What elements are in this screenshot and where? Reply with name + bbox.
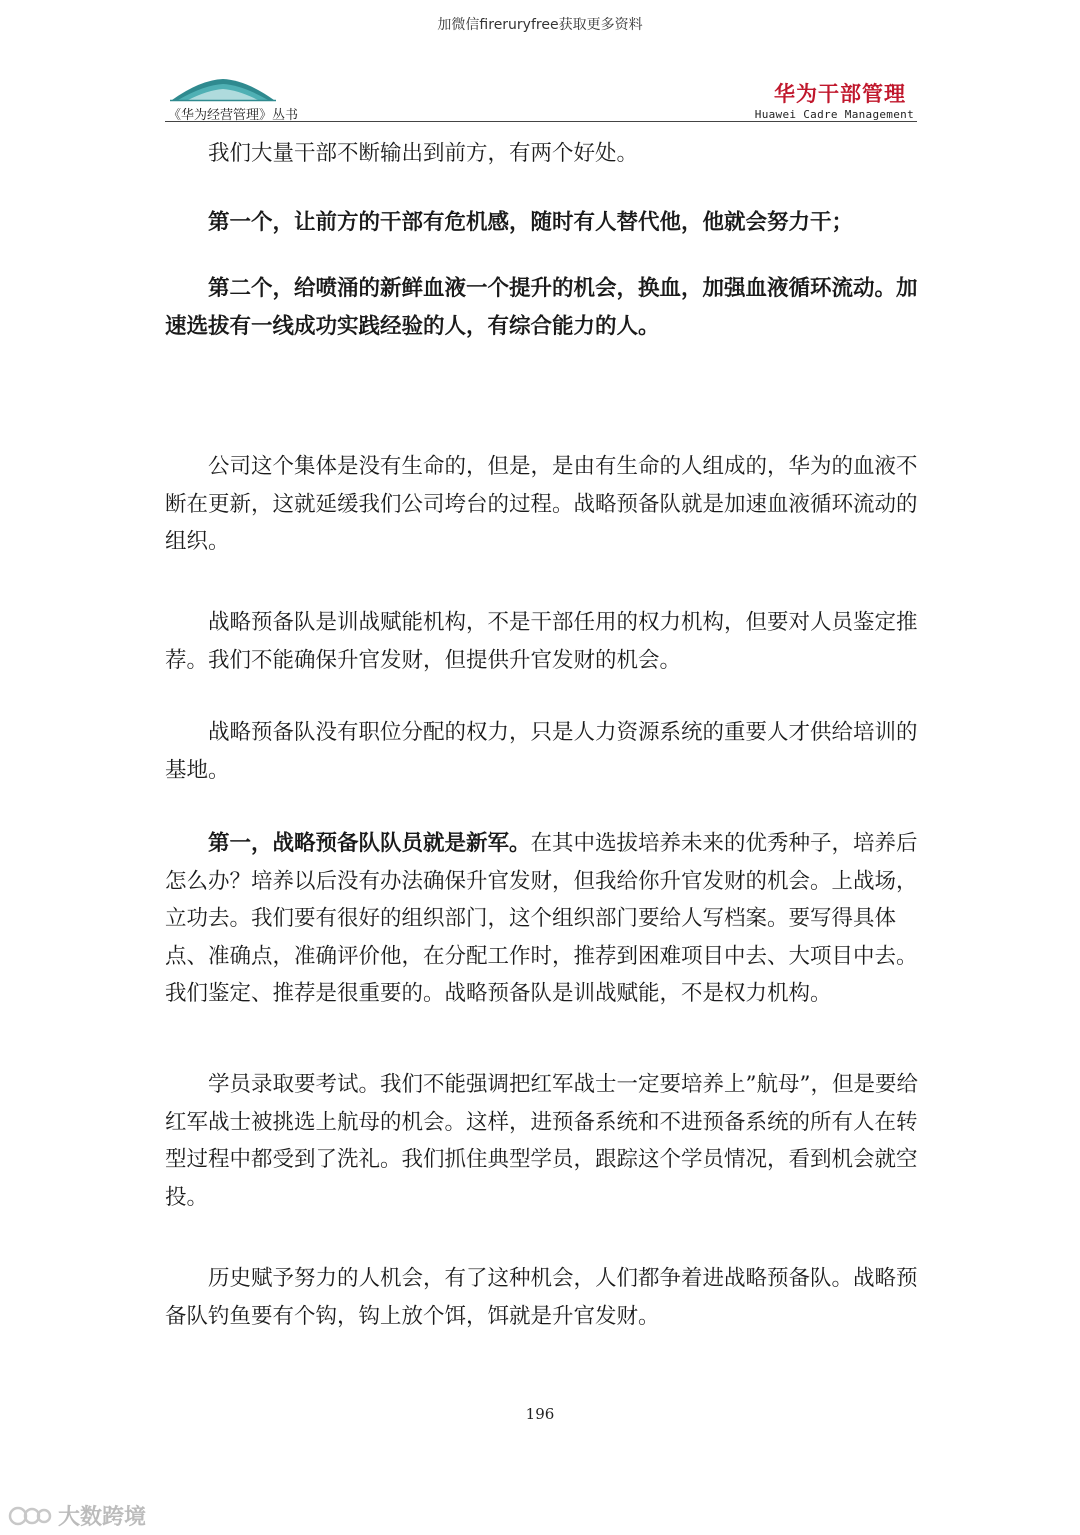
paragraph xyxy=(165,1066,925,1216)
paragraph xyxy=(165,825,925,1013)
watermark-logo-icon xyxy=(8,1504,52,1528)
header-divider xyxy=(165,121,917,122)
paragraph xyxy=(165,1260,925,1335)
logo-mountain-icon xyxy=(170,76,276,102)
paragraph-text: 我们大量干部不断输出到前方，有两个好处。 xyxy=(208,141,639,166)
paragraph-text: 学员录取要考试。我们不能强调把红军战士一定要培养上”航母”，但是要给红军战士被挑选上航母的机会。这样，进预备系统和不进预备系统的所有人在转型过程中都受到了洗礼。我们抓住典型学员，跟踪这个学员情况，看到机会就空投。 xyxy=(165,1072,918,1210)
paragraph xyxy=(165,448,925,561)
paragraph-bold: 第一个，让前方的干部有危机感，随时有人替代他，他就会努力干； xyxy=(208,210,854,235)
paragraph-bold: 第一，战略预备队队员就是新军。 xyxy=(208,831,531,856)
watermark-text: 大数跨境 xyxy=(58,1505,147,1530)
paragraph xyxy=(165,270,925,345)
paragraph xyxy=(165,714,925,789)
page-number: 196 xyxy=(525,1405,555,1423)
paragraph-text: 战略预备队是训战赋能机构，不是干部任用的权力机构，但要对人员鉴定推荐。我们不能确保升官发财，但提供升官发财的机会。 xyxy=(165,610,918,673)
brand-subtitle: Huawei Cadre Management xyxy=(754,108,914,121)
paragraph-text: 战略预备队没有职位分配的权力，只是人力资源系统的重要人才供给培训的基地。 xyxy=(165,720,918,783)
paragraph-text: 历史赋予努力的人机会，有了这种机会，人们都争着进战略预备队。战略预备队钓鱼要有个钩，钩上放个饵，饵就是升官发财。 xyxy=(165,1266,918,1329)
paragraph-text: 公司这个集体是没有生命的，但是，是由有生命的人组成的，华为的血液不断在更新，这就延缓我们公司垮台的过程。战略预备队就是加速血液循环流动的组织。 xyxy=(165,454,918,554)
top-note: 加微信fireruryfree获取更多资料 xyxy=(437,17,643,33)
brand-title: 华为干部管理 xyxy=(774,82,906,106)
paragraph-bold: 第二个，给喷涌的新鲜血液一个提升的机会，换血，加强血液循环流动。加速选拔有一线成功实践经验的人，有综合能力的人。 xyxy=(165,276,918,339)
series-title: 《华为经营管理》丛书 xyxy=(168,108,299,123)
paragraph xyxy=(165,204,925,242)
paragraph xyxy=(165,135,925,173)
paragraph-text: 在其中选拔培养未来的优秀种子，培养后怎么办？培养以后没有办法确保升官发财，但我给你升官发财的机会。上战场，立功去。我们要有很好的组织部门，这个组织部门要给人写档案。要写得具体点、准确点，准确评价他，在分配工作时，推荐到困难项目中去、大项目中去。我们鉴定、推荐是很重要的。战略预备队是训战赋能，不是权力机构。 xyxy=(165,831,918,1006)
paragraph xyxy=(165,604,925,679)
watermark xyxy=(8,1500,146,1531)
